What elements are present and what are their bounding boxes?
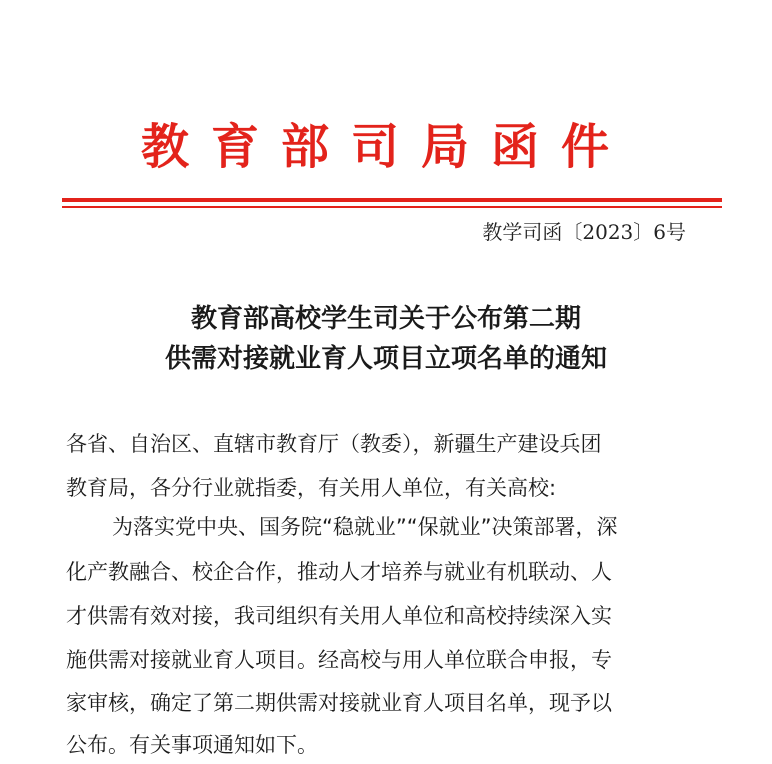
body-line-7: 家审核，确定了第二期供需对接就业育人项目名单，现予以: [66, 691, 612, 715]
notice-title-line-2: 供需对接就业育人项目立项名单的通知: [164, 344, 607, 374]
header-divider-thick: [62, 198, 722, 202]
body-line-4: 化产教融合、校企合作，推动人才培养与就业有机联动、人: [66, 560, 612, 584]
document-number: 教学司函〔2023〕6号: [482, 220, 686, 244]
header-divider-thin: [62, 206, 722, 208]
body-line-5: 才供需有效对接，我司组织有关用人单位和高校持续深入实: [66, 604, 612, 628]
body-line-6: 施供需对接就业育人项目。经高校与用人单位联合申报，专: [66, 648, 612, 672]
body-line-8: 公布。有关事项通知如下。: [66, 733, 318, 757]
notice-title-line-1: 教育部高校学生司关于公布第二期: [190, 304, 581, 334]
body-line-3: 为落实党中央、国务院“稳就业”“保就业”决策部署，深: [112, 515, 618, 539]
body-line-2: 教育局，各分行业就指委，有关用人单位，有关高校:: [66, 476, 557, 500]
body-line-1: 各省、自治区、直辖市教育厅（教委），新疆生产建设兵团: [66, 432, 602, 456]
document-header-title: 教育部司局函件: [140, 119, 631, 175]
